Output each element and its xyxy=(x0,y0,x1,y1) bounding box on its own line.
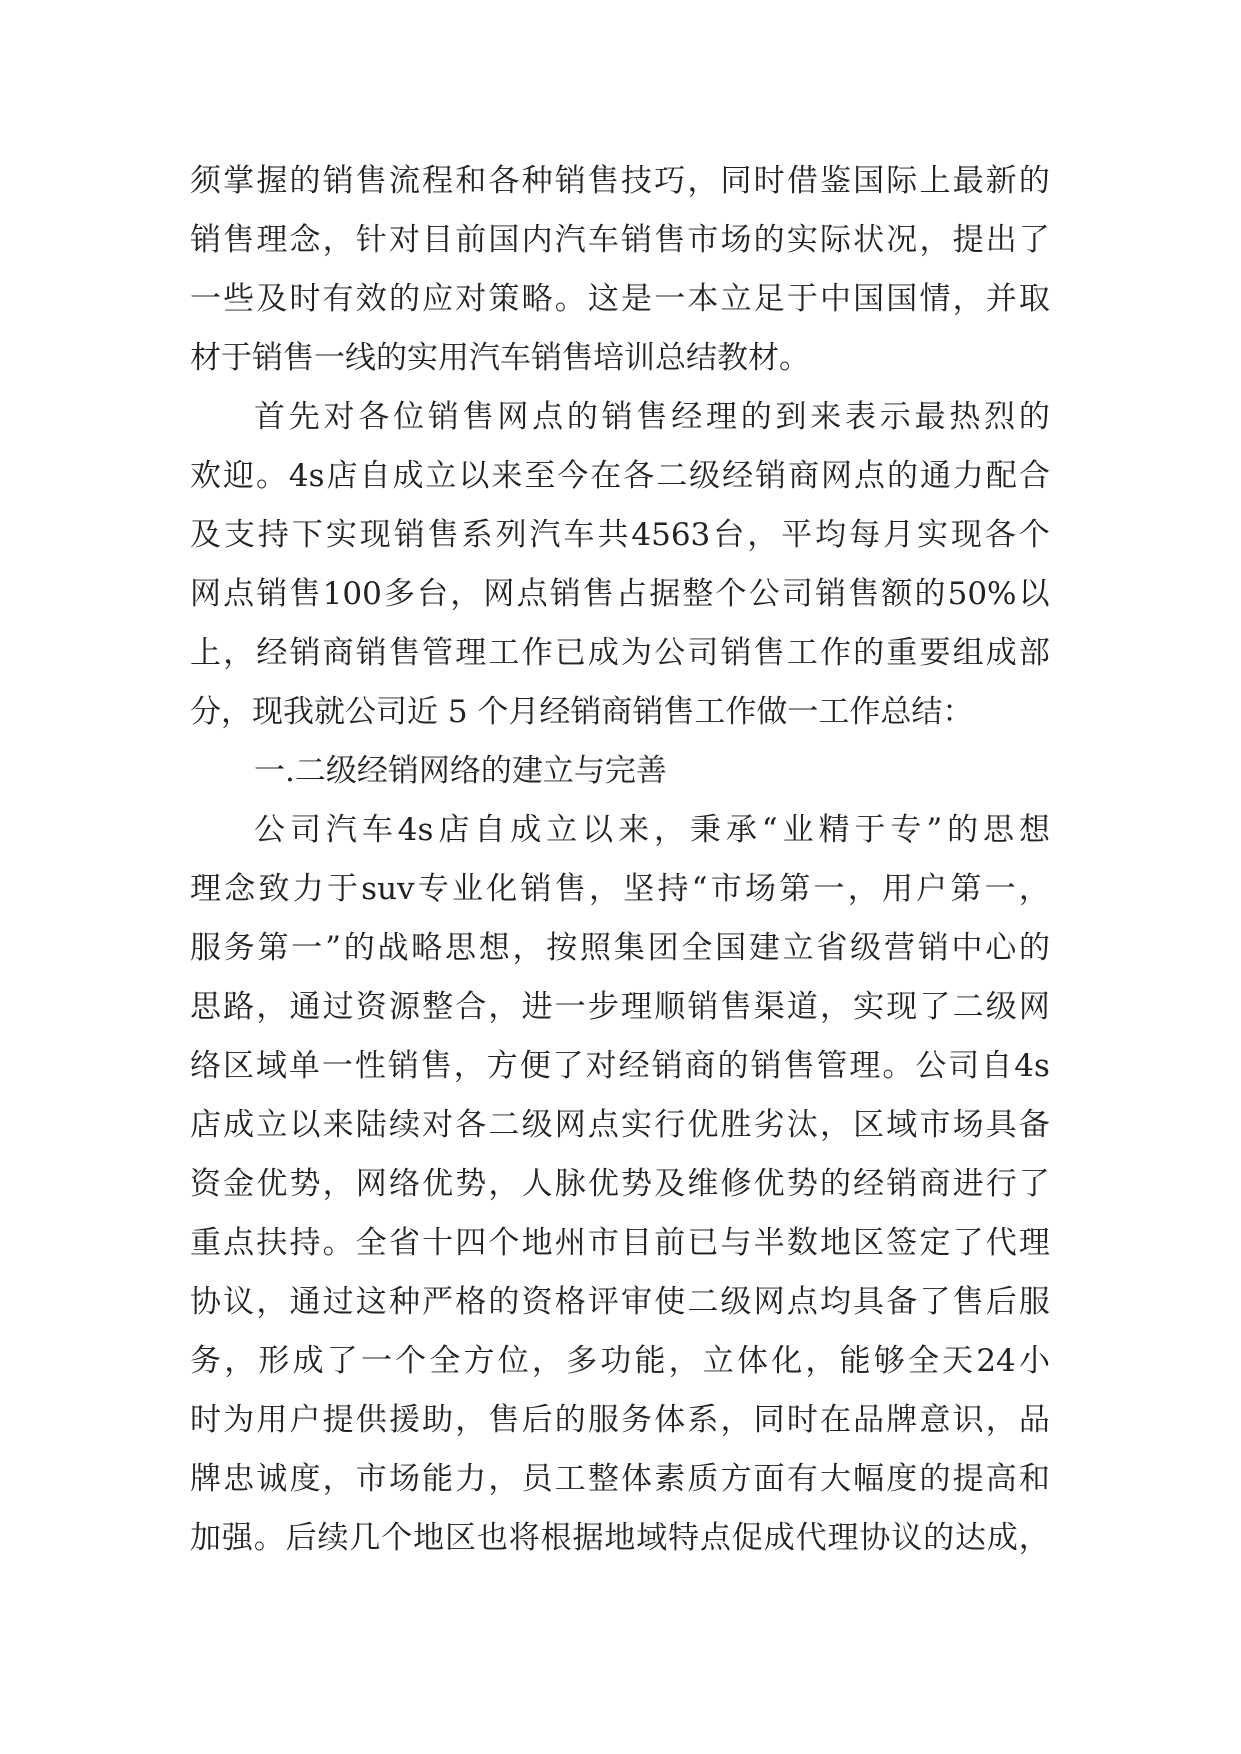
text-line: 思 路 ， 通 过 资 源 整 合 ， 进 一 步 理 顺 销 售 渠 道 ， 实 现 了 二 级 网 xyxy=(190,989,1050,1025)
text-line: 络 区 域 单 一 性 销 售 ， 方 便 了 对 经 销 商 的 销 售 管 理 。 公 司 自 4s xyxy=(190,1048,1050,1084)
text-line: 销 售 理 念 ， 针 对 目 前 国 内 汽 车 销 售 市 场 的 实 际 状 况 ， 提 出 了 xyxy=(190,222,1050,258)
text-line: 加 强 。 后 续 几 个 地 区 也 将 根 据 地 域 特 点 促 成 代 理 协 议 的 达 成 ， xyxy=(190,1520,1050,1556)
text-line: 时 为 用 户 提 供 援 助 ， 售 后 的 服 务 体 系 ， 同 时 在 品 牌 意 识 ， 品 xyxy=(190,1402,1050,1438)
text-line: 牌 忠 诚 度 ， 市 场 能 力 ， 员 工 整 体 素 质 方 面 有 大 幅 度 的 提 高 和 xyxy=(190,1461,1050,1497)
text-line: 须 掌 握 的 销 售 流 程 和 各 种 销 售 技 巧 ， 同 时 借 鉴 国 际 上 最 新 的 xyxy=(190,163,1050,199)
text-line: 一 些 及 时 有 效 的 应 对 策 略 。 这 是 一 本 立 足 于 中 国 国 情 ， 并 取 xyxy=(190,281,1050,317)
text-line: 及 支 持 下 实 现 销 售 系 列 汽 车 共 4563 台 ， 平 均 每 月 实 现 各 个 xyxy=(190,517,1050,553)
text-line: 理 念 致 力 于 suv 专 业 化 销 售 ， 坚 持 “ 市 场 第 一 ， 用 户 第 一 ， xyxy=(190,871,1050,907)
document-body xyxy=(190,152,1050,1568)
text-line: 务 ， 形 成 了 一 个 全 方 位 ， 多 功 能 ， 立 体 化 ， 能 够 全 天 24 小 xyxy=(190,1343,1050,1379)
text-line: 首 先 对 各 位 销 售 网 点 的 销 售 经 理 的 到 来 表 示 最 热 烈 的 xyxy=(254,399,1050,435)
text-line: 材于销售一线的实用汽车销售培训总结教材。 xyxy=(190,340,810,376)
text-line: 一.二级经销网络的建立与完善 xyxy=(254,753,667,789)
text-line: 协 议 ， 通 过 这 种 严 格 的 资 格 评 审 使 二 级 网 点 均 具 备 了 售 后 服 xyxy=(190,1284,1050,1320)
text-line: 分，现我就公司近 5 个月经销商销售工作做一工作总结： xyxy=(190,694,974,730)
text-line: 重 点 扶 持 。 全 省 十 四 个 地 州 市 目 前 已 与 半 数 地 区 签 定 了 代 理 xyxy=(190,1225,1050,1261)
text-line: 网 点 销 售 100 多 台 ， 网 点 销 售 占 据 整 个 公 司 销 售 额 的 50% 以 xyxy=(190,576,1050,612)
text-line: 公 司 汽 车 4s 店 自 成 立 以 来 ， 秉 承 “ 业 精 于 专 ” 的 思 想 xyxy=(254,812,1050,848)
text-line: 店 成 立 以 来 陆 续 对 各 二 级 网 点 实 行 优 胜 劣 汰 ， 区 域 市 场 具 备 xyxy=(190,1107,1050,1143)
text-line: 服 务 第 一 ” 的 战 略 思 想 ， 按 照 集 团 全 国 建 立 省 级 营 销 中 心 的 xyxy=(190,930,1050,966)
text-line: 上 ， 经 销 商 销 售 管 理 工 作 已 成 为 公 司 销 售 工 作 的 重 要 组 成 部 xyxy=(190,635,1050,671)
text-line: 资 金 优 势 ， 网 络 优 势 ， 人 脉 优 势 及 维 修 优 势 的 经 销 商 进 行 了 xyxy=(190,1166,1050,1202)
text-line: 欢 迎 。 4s 店 自 成 立 以 来 至 今 在 各 二 级 经 销 商 网 点 的 通 力 配 合 xyxy=(190,458,1050,494)
